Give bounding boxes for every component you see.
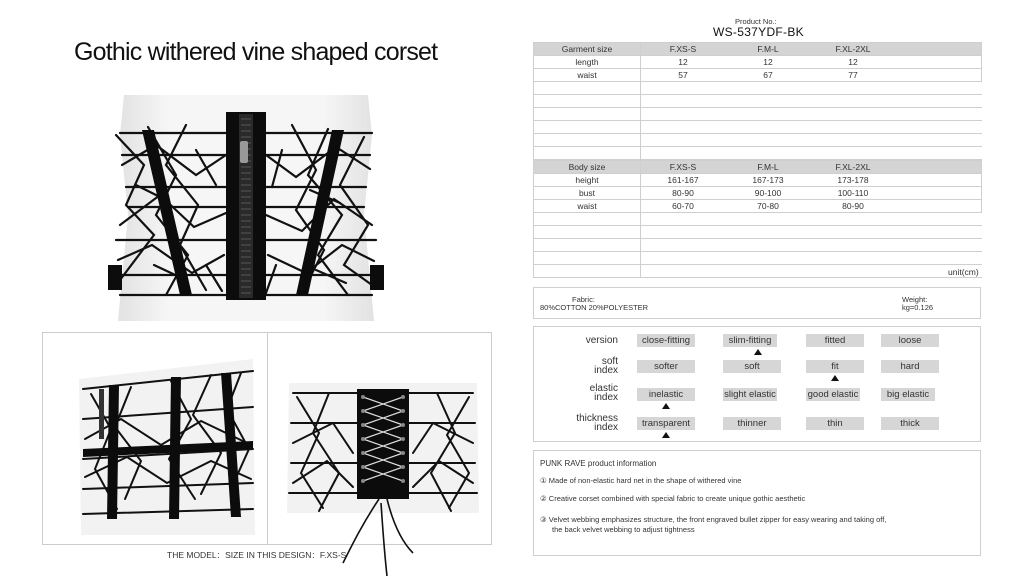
attr-soft-label: soft index: [594, 356, 618, 376]
header-cell: F.XL-2XL: [811, 161, 896, 174]
table-cell: [896, 174, 982, 187]
empty-row: [534, 213, 982, 226]
row-label: bust: [534, 187, 641, 200]
selected-indicator-icon: [662, 432, 670, 438]
table-cell: 167-173: [726, 174, 811, 187]
table-cell: 12: [811, 56, 896, 69]
row-label: height: [534, 174, 641, 187]
empty-row: [534, 252, 982, 265]
attr-option-selected: fit: [806, 360, 864, 373]
empty-row: [534, 239, 982, 252]
table-cell: 90-100: [726, 187, 811, 200]
attr-option-selected: inelastic: [637, 388, 695, 401]
table-cell: 77: [811, 69, 896, 82]
attr-version-label: version: [585, 335, 618, 346]
info-item-continued: the back velvet webbing to adjust tightness: [552, 525, 695, 534]
table-cell: 12: [726, 56, 811, 69]
detail-photos-panel: [42, 332, 492, 545]
table-cell: [896, 69, 982, 82]
table-cell: 12: [641, 56, 726, 69]
selected-indicator-icon: [831, 375, 839, 381]
row-label: waist: [534, 69, 641, 82]
attr-option-selected: slim-fitting: [723, 334, 777, 347]
info-item: ① Made of non-elastic hard net in the shape of withered vine: [540, 476, 742, 485]
table-row: [534, 69, 982, 82]
table-row: [534, 200, 982, 213]
table-cell: [896, 187, 982, 200]
row-label: waist: [534, 200, 641, 213]
corset-back-photo: [283, 363, 483, 576]
attr-option: good elastic: [807, 389, 859, 400]
fabric-value: 80%COTTON 20%POLYESTER: [540, 303, 649, 312]
attr-option: softer: [637, 360, 695, 373]
empty-row: [534, 95, 982, 108]
table-cell: 57: [641, 69, 726, 82]
empty-row: [534, 121, 982, 134]
table-cell: 161-167: [641, 174, 726, 187]
unit-label: unit(cm): [948, 267, 979, 277]
table-row: [534, 174, 982, 187]
empty-row: [534, 265, 982, 278]
attr-option: thin: [806, 417, 864, 430]
weight-label: Weight:: [902, 295, 928, 304]
fabric-label: Fabric:: [572, 295, 595, 304]
attributes-panel: [533, 326, 981, 442]
attr-option-selected: transparent: [637, 417, 695, 430]
attr-thickness-label: thickness index: [576, 413, 618, 433]
product-title: Gothic withered vine shaped corset: [74, 38, 438, 66]
table-row: [534, 187, 982, 200]
body-size-table: [533, 160, 982, 278]
fabric-weight-panel: [533, 287, 981, 319]
weight-value: kg=0.126: [902, 303, 934, 312]
header-cell: F.XS-S: [641, 43, 726, 56]
empty-row: [534, 226, 982, 239]
empty-row: [534, 147, 982, 160]
table-cell: 60-70: [641, 200, 726, 213]
attr-option: loose: [881, 334, 939, 347]
info-item: ③ Velvet webbing emphasizes structure, the front engraved bullet zipper for easy wearing and taking off,: [540, 515, 887, 524]
attr-option: big elastic: [881, 388, 935, 401]
table-cell: [896, 56, 982, 69]
product-no-label: Product No.:: [735, 17, 777, 26]
empty-row: [534, 108, 982, 121]
attr-option: soft: [723, 360, 781, 373]
empty-row: [534, 134, 982, 147]
product-number: WS-537YDF-BK: [713, 25, 804, 39]
row-label: length: [534, 56, 641, 69]
empty-row: [534, 82, 982, 95]
attr-elastic-label: elastic index: [589, 383, 618, 403]
table-cell: [896, 200, 982, 213]
header-cell: [896, 161, 982, 174]
header-cell: F.M-L: [726, 161, 811, 174]
attr-option: thick: [881, 417, 939, 430]
table-header-row: [534, 161, 982, 174]
table-cell: 70-80: [726, 200, 811, 213]
selected-indicator-icon: [754, 349, 762, 355]
header-cell: F.M-L: [726, 43, 811, 56]
attr-option: hard: [881, 360, 939, 373]
table-cell: 80-90: [641, 187, 726, 200]
selected-indicator-icon: [662, 403, 670, 409]
table-cell: 100-110: [811, 187, 896, 200]
attr-option: thinner: [723, 417, 781, 430]
model-size-note: THE MODEL：SIZE IN THIS DESIGN：F.XS-S: [167, 550, 347, 560]
header-cell: [896, 43, 982, 56]
table-cell: 173-178: [811, 174, 896, 187]
corset-front-photo: [96, 95, 396, 321]
table-header-row: [534, 43, 982, 56]
header-cell: F.XS-S: [641, 161, 726, 174]
product-info-panel: [533, 450, 981, 556]
attr-option: close-fitting: [637, 334, 695, 347]
table-cell: 80-90: [811, 200, 896, 213]
info-title: PUNK RAVE product information: [540, 459, 657, 468]
header-cell: F.XL-2XL: [811, 43, 896, 56]
attr-option: fitted: [806, 334, 864, 347]
corset-side-photo: [71, 349, 261, 535]
info-item: ② Creative corset combined with special fabric to create unique gothic aesthetic: [540, 494, 806, 503]
header-cell: Garment size: [534, 43, 641, 56]
garment-size-table: [533, 42, 982, 160]
header-cell: Body size: [534, 161, 641, 174]
table-cell: 67: [726, 69, 811, 82]
panel-divider: [267, 333, 268, 544]
table-row: [534, 56, 982, 69]
attr-option: slight elastic: [724, 389, 776, 400]
